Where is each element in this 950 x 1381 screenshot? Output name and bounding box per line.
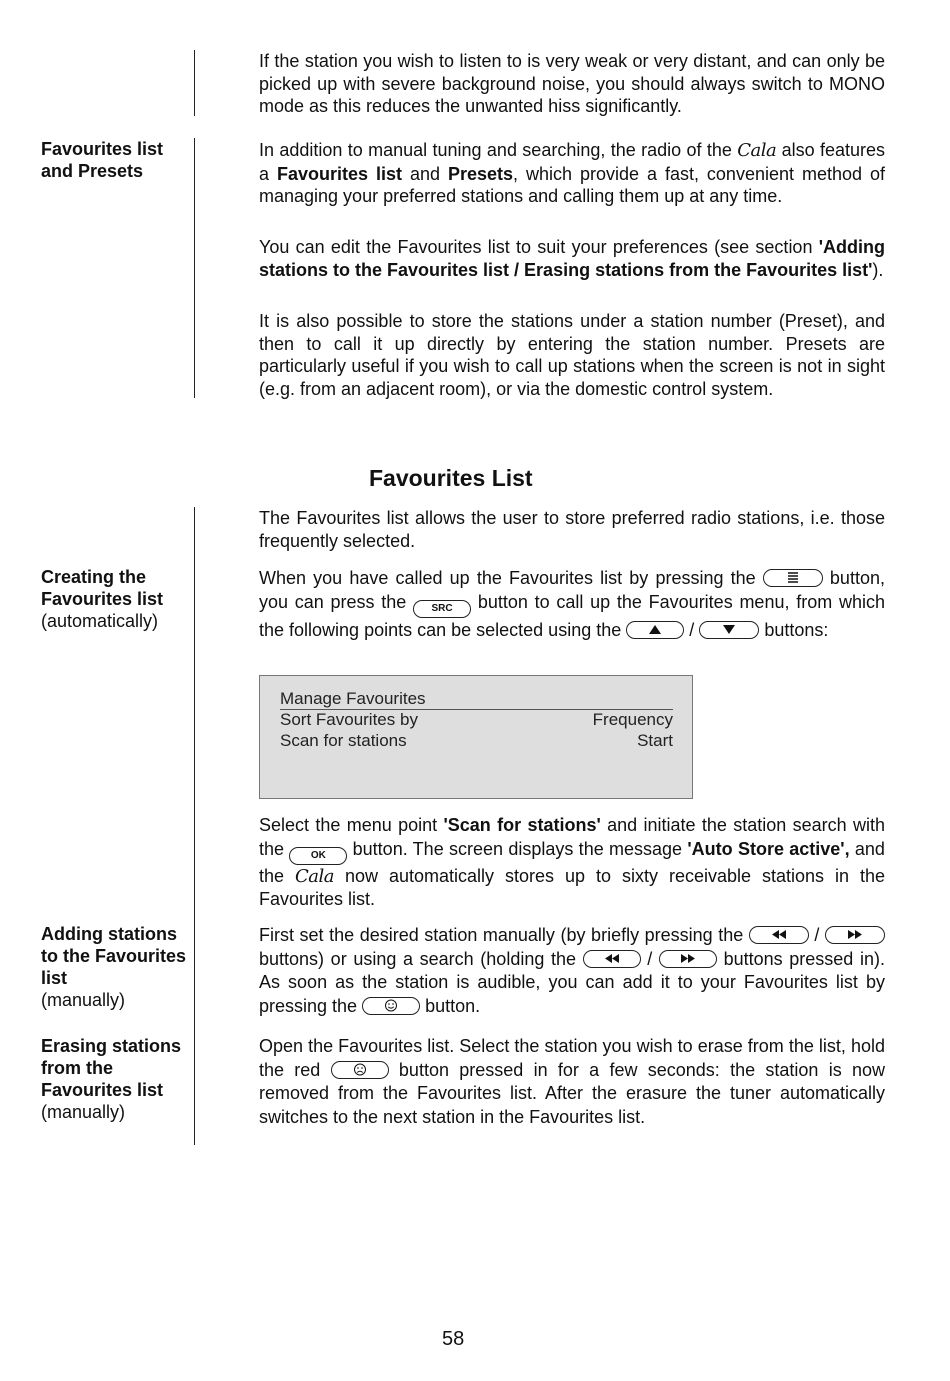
menu-title: Manage Favourites <box>280 688 673 710</box>
divider-1 <box>194 50 195 116</box>
brand-logo: Cala <box>737 140 777 161</box>
fast-forward-icon <box>845 927 865 942</box>
creating-paragraph-2: Select the menu point 'Scan for stations' and initiate the station search with the OK button. The screen displays the message 'Auto Store active', and the Cala now automatically stores up to sixty receivable stations in the Favourites list. <box>259 815 885 909</box>
presets-paragraph-3: It is also possible to store the stations under a station number (Preset), and then to call it up directly by entering the station number. Presets are particularly useful if you wish to call up stations when the screen is not in sight (e.g. from an adjacent room), or via the domestic control system. <box>259 311 885 399</box>
side-title-favourites-presets: Favourites list and Presets <box>41 139 164 181</box>
menu-row-sort: Sort Favourites by Frequency <box>280 710 673 729</box>
adding-paragraph: First set the desired station manually (by briefly pressing the / buttons) or using a search (holding the / buttons pressed in). As soon as the station is audible, you can add it to your Favourites list by pressing the button. <box>259 925 885 1016</box>
section-heading: Favourites List <box>369 465 533 491</box>
down-button <box>699 621 759 639</box>
page-number: 58 <box>442 1328 465 1350</box>
creating-paragraph-1: When you have called up the Favourites list by pressing the button, you can press the SRC button to call up the Favourites menu, from which the following points can be selected using the / buttons: <box>259 568 885 640</box>
fast-forward-button-2 <box>659 950 717 968</box>
section-intro: The Favourites list allows the user to store preferred radio stations, i.e. those frequently selected. <box>259 508 885 551</box>
divider-2 <box>194 138 195 398</box>
rewind-icon <box>602 951 622 966</box>
side-title-erasing: Erasing stations from the Favourites list (manually) <box>41 1036 182 1122</box>
presets-paragraph-2: You can edit the Favourites list to suit your preferences (see section 'Adding stations to the Favourites list / Erasing stations from the Favourites list'). <box>259 237 885 280</box>
ok-button: OK <box>289 847 347 865</box>
favourites-menu-screen <box>259 675 693 799</box>
favourite-erase-button <box>331 1061 389 1079</box>
favourite-add-button <box>362 997 420 1015</box>
rewind-icon <box>769 927 789 942</box>
presets-paragraph-1: In addition to manual tuning and searching, the radio of the Cala also features a Favourites list and Presets, which provide a fast, convenient method of managing your preferred stations and calling them up at any time. <box>259 140 885 206</box>
erasing-paragraph: Open the Favourites list. Select the station you wish to erase from the list, hold the red button pressed in for a few seconds: the station is now removed from the Favourites list. After the erasure the tuner automatically switches to the next station in the Favourites list. <box>259 1036 885 1127</box>
fast-forward-icon <box>678 951 698 966</box>
intro-paragraph: If the station you wish to listen to is very weak or very distant, and can only be picked up with severe background noise, you should always switch to MONO mode as this reduces the unwanted hiss significantly. <box>259 51 885 116</box>
menu-icon <box>786 570 800 585</box>
down-arrow-icon <box>721 622 737 637</box>
brand-logo-2: Cala <box>295 865 335 887</box>
up-button <box>626 621 684 639</box>
side-title-creating: Creating the Favourites list (automatically) <box>41 567 164 631</box>
divider-3 <box>194 507 195 1145</box>
src-button: SRC <box>413 600 471 618</box>
rewind-button <box>749 926 809 944</box>
rewind-button-2 <box>583 950 641 968</box>
sad-face-icon <box>352 1062 368 1077</box>
smiley-icon <box>383 998 399 1013</box>
fast-forward-button <box>825 926 885 944</box>
menu-button <box>763 569 823 587</box>
menu-row-scan: Scan for stations Start <box>280 731 673 750</box>
up-arrow-icon <box>647 622 663 637</box>
side-title-adding: Adding stations to the Favourites list (manually) <box>41 924 187 1010</box>
